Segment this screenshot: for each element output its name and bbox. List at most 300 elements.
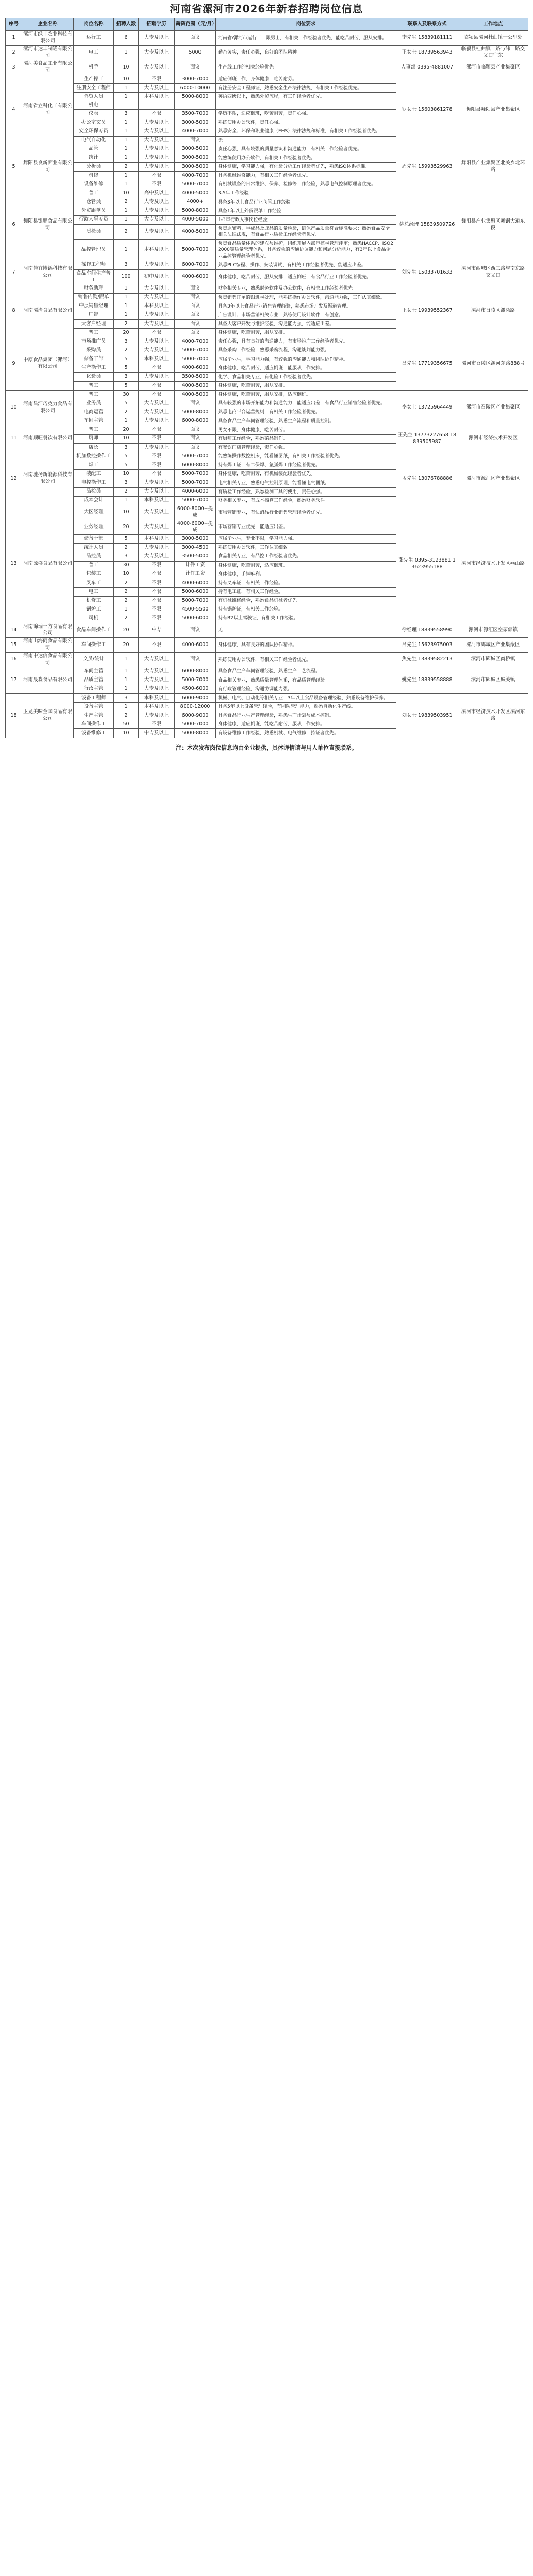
job-education: 大专及以上 — [139, 136, 175, 145]
job-salary: 6000-8000 — [175, 417, 216, 426]
job-requirements: 财务相关专业，熟悉财务软件及办公软件，有相关工作经验者优先。 — [216, 284, 396, 293]
job-salary: 5000-7000 — [175, 452, 216, 461]
job-title: 设备主管 — [74, 703, 114, 711]
job-salary: 3500-7000 — [175, 110, 216, 118]
job-salary: 4000-5000 — [175, 189, 216, 198]
job-salary: 5000 — [175, 45, 216, 60]
company-contact: 吕先生 15623975003 — [396, 638, 458, 653]
job-requirements — [216, 101, 396, 110]
company-contact: 刘女士 19839503951 — [396, 693, 458, 738]
job-requirements: 身体健康，吃苦耐劳，有机械装配经验者优先。 — [216, 470, 396, 479]
job-salary: 5000-7000 — [175, 479, 216, 487]
company-name: 河南顺旺餐饮有限公司 — [22, 426, 74, 452]
job-requirements: 持有电工证，有相关工作经验。 — [216, 588, 396, 597]
job-education: 大专及以上 — [139, 552, 175, 561]
job-requirements: 具备大客户开发与维护经验，沟通能力强，能适应出差。 — [216, 319, 396, 328]
job-requirements: 身体健康，吃苦耐劳，服从安排。 — [216, 329, 396, 337]
job-salary: 5000-7000 — [175, 240, 216, 261]
job-title: 普工 — [74, 561, 114, 570]
job-title: 电商运营 — [74, 408, 114, 417]
job-table-body — [6, 31, 528, 738]
job-education: 大专及以上 — [139, 520, 175, 535]
company-location: 漯河市郾城区城关镇 — [458, 667, 528, 693]
job-count: 2 — [114, 319, 139, 328]
company-name: 河南佳宜博锦科技有限公司 — [22, 261, 74, 284]
company-location: 漯河市召陵区产业集聚区 — [458, 391, 528, 426]
company-number: 4 — [6, 75, 22, 145]
job-requirements: 具备3年以上食品行业仓管工作经验 — [216, 198, 396, 207]
job-title: 质检员 — [74, 224, 114, 239]
job-requirements: 学历不限，适应倒班，吃苦耐劳，责任心强。 — [216, 110, 396, 118]
job-salary: 5000-7000 — [175, 346, 216, 355]
job-count: 3 — [114, 443, 139, 452]
job-title: 品控管理员 — [74, 240, 114, 261]
company-contact: 张先生 0395-3123881 13623955188 — [396, 505, 458, 623]
job-count: 100 — [114, 269, 139, 284]
job-requirements: 具有较强的市场开拓能力和沟通能力，能适应出差，有食品行业销售经验者优先。 — [216, 399, 396, 408]
job-requirements: 应届毕业生，学习能力强，有较强的沟通能力和团队协作精神。 — [216, 355, 396, 364]
company-name: 河南昌江巧克力食品有限公司 — [22, 391, 74, 426]
job-count: 10 — [114, 60, 139, 75]
job-education: 不限 — [139, 391, 175, 399]
job-education: 不限 — [139, 570, 175, 579]
job-count: 1 — [114, 676, 139, 685]
job-count: 1 — [114, 172, 139, 180]
job-salary: 面议 — [175, 302, 216, 311]
job-title: 行政主管 — [74, 685, 114, 693]
job-salary: 4000-7000 — [175, 172, 216, 180]
job-education: 大专及以上 — [139, 505, 175, 520]
job-count: 1 — [114, 240, 139, 261]
company-name: 漯河美食品工业有限公司 — [22, 60, 74, 75]
job-count: 3 — [114, 479, 139, 487]
job-title: 品质主管 — [74, 676, 114, 685]
job-education: 大专及以上 — [139, 667, 175, 676]
job-requirements: 身体健康，吃苦耐劳，适应倒班，能服从工作安排。 — [216, 364, 396, 372]
job-education: 不限 — [139, 381, 175, 390]
job-title: 操作工程师 — [74, 261, 114, 269]
job-salary: 6000-8000+提成 — [175, 505, 216, 520]
job-title: 运行工 — [74, 31, 114, 46]
header-cell: 联系人及联系方式 — [396, 18, 458, 31]
job-requirements: 具备食品行业生产管理经验，熟悉生产计划与成本控制。 — [216, 711, 396, 720]
job-title: 电工 — [74, 45, 114, 60]
job-salary: 4500-6000 — [175, 685, 216, 693]
job-requirements: 有厨师工作经验，熟悉菜品制作。 — [216, 434, 396, 443]
company-location: 漯河市郾城区商桥镇 — [458, 652, 528, 667]
company-contact: 徐经理 18839558990 — [396, 623, 458, 638]
job-salary: 面议 — [175, 329, 216, 337]
job-title: 仓管员 — [74, 198, 114, 207]
job-education: 本科及以上 — [139, 240, 175, 261]
job-salary: 面议 — [175, 399, 216, 408]
job-title: 设备维修 — [74, 180, 114, 189]
job-title: 电工 — [74, 588, 114, 597]
job-education: 大专及以上 — [139, 284, 175, 293]
company-number: 14 — [6, 623, 22, 638]
job-requirements: 持有B2以上驾驶证，有相关工作经验。 — [216, 614, 396, 623]
job-title: 大客户经理 — [74, 319, 114, 328]
job-salary: 4000-5000 — [175, 224, 216, 239]
job-salary: 面议 — [175, 319, 216, 328]
job-education: 本科及以上 — [139, 93, 175, 101]
job-count: 1 — [114, 145, 139, 154]
job-title: 生产主管 — [74, 711, 114, 720]
company-location: 漯河市临颍县产业集聚区 — [458, 60, 528, 75]
company-location: 漯河市源汇区产业集聚区 — [458, 452, 528, 505]
job-education: 大专及以上 — [139, 145, 175, 154]
job-salary: 5000-8000 — [175, 207, 216, 215]
job-title: 安全环保专员 — [74, 127, 114, 136]
job-count: 2 — [114, 544, 139, 552]
company-contact: 王女士 18739563943 — [396, 45, 458, 60]
job-requirements: 能熟练使用办公软件，有相关工作经验者优先。 — [216, 154, 396, 162]
job-count: 20 — [114, 623, 139, 638]
job-salary: 4000-6000 — [175, 579, 216, 587]
job-salary: 面议 — [175, 652, 216, 667]
job-education: 大专及以上 — [139, 479, 175, 487]
job-count: 2 — [114, 224, 139, 239]
job-title: 仪表 — [74, 110, 114, 118]
job-salary: 3000-4500 — [175, 544, 216, 552]
job-salary: 4500-5500 — [175, 605, 216, 614]
job-requirements: 熟练使用办公软件，工作认真细致。 — [216, 544, 396, 552]
job-requirements: 1-3年行政人事岗位经验 — [216, 215, 396, 224]
job-title: 储备干部 — [74, 355, 114, 364]
job-requirements: 身体健康，吃苦耐劳，服从安排。 — [216, 381, 396, 390]
company-location: 舞阳县舞阳县产业集聚区 — [458, 75, 528, 145]
job-title: 电气自动化 — [74, 136, 114, 145]
job-requirements: 熟练使用办公软件，责任心强。 — [216, 118, 396, 127]
company-contact: 孟先生 13076788886 — [396, 452, 458, 505]
job-education: 不限 — [139, 172, 175, 180]
company-number: 10 — [6, 391, 22, 426]
job-salary: 3000-5000 — [175, 162, 216, 171]
job-education: 大专及以上 — [139, 346, 175, 355]
job-requirements: 身体健康，吃苦耐劳，适应倒班。 — [216, 561, 396, 570]
table-row — [6, 60, 528, 75]
header-cell: 岗位名称 — [74, 18, 114, 31]
job-title: 生产操工 — [74, 75, 114, 83]
job-education: 大专及以上 — [139, 84, 175, 93]
job-count: 30 — [114, 561, 139, 570]
job-requirements: 机械、电气、自动化等相关专业，3年以上食品设备管理经验，熟悉设备维护保养。 — [216, 693, 396, 702]
job-title: 焊工 — [74, 461, 114, 470]
job-education: 不限 — [139, 426, 175, 434]
table-row — [6, 337, 528, 346]
job-education: 不限 — [139, 452, 175, 461]
company-number: 9 — [6, 337, 22, 391]
job-requirements: 身体健康，手脚麻利。 — [216, 570, 396, 579]
job-count: 1 — [114, 45, 139, 60]
job-education: 中专及以上 — [139, 729, 175, 738]
job-requirements: 有设备维修工作经验，熟悉机械、电气维修，持证者优先。 — [216, 729, 396, 738]
job-count: 3 — [114, 337, 139, 346]
job-salary: 面议 — [175, 311, 216, 319]
job-title: 外贸人员 — [74, 93, 114, 101]
company-location: 漯河市经济技术开发区漯河东路 — [458, 693, 528, 738]
job-education: 大专及以上 — [139, 118, 175, 127]
job-title: 分析员 — [74, 162, 114, 171]
company-name: 漯河市绿丰农业科技有限公司 — [22, 31, 74, 46]
company-number: 5 — [6, 145, 22, 189]
job-requirements: 熟悉PLC编程、操作、安装调试，有相关工作经验者优先，能适应出差。 — [216, 261, 396, 269]
job-count: 1 — [114, 685, 139, 693]
job-count: 2 — [114, 614, 139, 623]
job-count: 2 — [114, 346, 139, 355]
job-title: 生产操作工 — [74, 364, 114, 372]
job-requirements: 身体健康，吃苦耐劳，服从安排，适应倒班，有食品行业工作经验者优先。 — [216, 269, 396, 284]
job-salary: 4000-7000 — [175, 127, 216, 136]
job-count: 1 — [114, 180, 139, 189]
company-name: 河南山海雨食品有限公司 — [22, 638, 74, 653]
job-count: 10 — [114, 470, 139, 479]
job-count: 1 — [114, 284, 139, 293]
job-education: 本科及以上 — [139, 496, 175, 505]
job-education: 大专及以上 — [139, 215, 175, 224]
job-requirements: 具备3年以上食品行业销售管理经验，熟悉市场开发及渠道管理。 — [216, 302, 396, 311]
job-requirements: 河南省/漯河市运行工，限男士，有相关工作经验者优先，能吃苦耐劳，服从安排。 — [216, 31, 396, 46]
job-requirements: 市场营销专业优先，能适应出差。 — [216, 520, 396, 535]
job-education: 大专及以上 — [139, 685, 175, 693]
job-count: 1 — [114, 302, 139, 311]
job-requirements: 勤奋务实，责任心强，良好的团队精神 — [216, 45, 396, 60]
job-count: 1 — [114, 652, 139, 667]
job-education: 大专及以上 — [139, 487, 175, 496]
company-number: 17 — [6, 667, 22, 693]
company-contact: 刘先生 15033701633 — [396, 261, 458, 284]
header-cell: 招聘学历 — [139, 18, 175, 31]
job-title: 叉车工 — [74, 579, 114, 587]
job-salary: 4000-6000+提成 — [175, 520, 216, 535]
job-count: 1 — [114, 93, 139, 101]
job-salary — [175, 101, 216, 110]
job-salary: 5000-7000 — [175, 676, 216, 685]
company-name: 卫龙美味全国食品有限公司 — [22, 693, 74, 738]
job-requirements: 身体健康，具有良好的团队协作精神。 — [216, 638, 396, 653]
job-count: 1 — [114, 667, 139, 676]
job-count: 2 — [114, 711, 139, 720]
company-number: 16 — [6, 652, 22, 667]
job-title: 普工 — [74, 189, 114, 198]
job-education: 不限 — [139, 614, 175, 623]
job-count: 3 — [114, 261, 139, 269]
job-education: 大专及以上 — [139, 293, 175, 302]
job-education: 大专及以上 — [139, 711, 175, 720]
job-education: 大专及以上 — [139, 127, 175, 136]
job-requirements: 有餐饮门店管理经验，责任心强。 — [216, 443, 396, 452]
company-name: 河南省立科化工有限公司 — [22, 75, 74, 145]
job-salary: 5000-7000 — [175, 597, 216, 605]
job-salary: 4000-6000 — [175, 638, 216, 653]
job-requirements: 具备机械维修能力，有相关工作经验者优先。 — [216, 172, 396, 180]
job-title: 品检员 — [74, 487, 114, 496]
job-salary: 4000-6000 — [175, 269, 216, 284]
company-number: 6 — [6, 189, 22, 261]
job-salary: 面议 — [175, 31, 216, 46]
company-name: 河南锦瑞一方食品有限公司 — [22, 623, 74, 638]
job-count: 2 — [114, 487, 139, 496]
job-title: 成本会计 — [74, 496, 114, 505]
job-title: 厨师 — [74, 434, 114, 443]
job-education: 不限 — [139, 720, 175, 729]
job-requirements: 熟练使用办公软件，有相关工作经验者优先。 — [216, 652, 396, 667]
job-salary: 4000-6000 — [175, 487, 216, 496]
job-title: 设备工程师 — [74, 693, 114, 702]
job-salary: 6000-10000 — [175, 84, 216, 93]
job-count: 20 — [114, 520, 139, 535]
job-education: 不限 — [139, 597, 175, 605]
job-title: 食品车间操作工 — [74, 623, 114, 638]
company-number: 13 — [6, 505, 22, 623]
job-title: 车间主管 — [74, 667, 114, 676]
job-requirements: 持有叉车证，有相关工作经验。 — [216, 579, 396, 587]
job-salary: 3000-7000 — [175, 75, 216, 83]
job-salary: 5000-7000 — [175, 720, 216, 729]
company-name: 河南驰扬新能源科技有限公司 — [22, 452, 74, 505]
job-education: 大专及以上 — [139, 198, 175, 207]
job-requirements: 责任心强，具有良好的沟通能力，有市场推广工作经验者优先。 — [216, 337, 396, 346]
job-salary: 面议 — [175, 293, 216, 302]
job-education: 大专及以上 — [139, 154, 175, 162]
job-requirements: 男女不限，身体健康，吃苦耐劳。 — [216, 426, 396, 434]
job-education: 不限 — [139, 579, 175, 587]
job-education — [139, 101, 175, 110]
job-title: 统计 — [74, 154, 114, 162]
company-location: 漯河市源汇区空冢郭镇 — [458, 623, 528, 638]
job-title: 车间操作工 — [74, 638, 114, 653]
company-location: 漯河市经济技术开发区燕山路 — [458, 505, 528, 623]
job-count: 5 — [114, 461, 139, 470]
job-title: 品控员 — [74, 552, 114, 561]
job-title: 机电 — [74, 101, 114, 110]
job-title: 机手 — [74, 60, 114, 75]
company-contact: 王先生 13773227658 18839505987 — [396, 426, 458, 452]
job-education: 大专及以上 — [139, 207, 175, 215]
job-salary: 5000-6000 — [175, 588, 216, 597]
company-location: 漯河市召陵区漯河东路888号 — [458, 337, 528, 391]
job-title: 办公室文员 — [74, 118, 114, 127]
company-location: 临颍县漯河杜曲镇一公里处 — [458, 31, 528, 46]
job-education: 大专及以上 — [139, 162, 175, 171]
footnote: 注：本次发布岗位信息均由企业提供，具体详情请与用人单位直接联系。 — [176, 744, 357, 751]
job-salary: 面议 — [175, 443, 216, 452]
job-salary: 5000-7000 — [175, 355, 216, 364]
job-count: 5 — [114, 452, 139, 461]
job-title: 行政人事专员 — [74, 215, 114, 224]
job-education: 本科及以上 — [139, 302, 175, 311]
table-row — [6, 452, 528, 461]
job-count: 1 — [114, 84, 139, 93]
table-row — [6, 652, 528, 667]
job-requirements: 有机械设备的日常维护、保养、检修等工作经验，熟悉电气控制原理者优先。 — [216, 180, 396, 189]
job-education: 不限 — [139, 110, 175, 118]
job-title: 大区经理 — [74, 505, 114, 520]
job-count: 10 — [114, 434, 139, 443]
job-count: 2 — [114, 162, 139, 171]
job-salary: 面议 — [175, 136, 216, 145]
company-name: 舞阳县银鹏食品有限公司 — [22, 189, 74, 261]
job-education: 不限 — [139, 329, 175, 337]
job-title: 机修工 — [74, 597, 114, 605]
job-requirements: 无 — [216, 136, 396, 145]
job-requirements: 能熟练操作数控机床，能看懂图纸，有相关工作经验者优先。 — [216, 452, 396, 461]
company-name: 河南源盛食品有限公司 — [22, 505, 74, 623]
job-salary: 6000-7000 — [175, 261, 216, 269]
job-salary: 4000-5000 — [175, 381, 216, 390]
job-count: 3 — [114, 693, 139, 702]
job-title: 司机 — [74, 614, 114, 623]
company-location: 漯河市召陵区漯湾路 — [458, 284, 528, 337]
company-contact: 吕先生 17719356675 — [396, 337, 458, 391]
company-contact: 姚先生 18839558888 — [396, 667, 458, 693]
job-salary: 6000-8000 — [175, 461, 216, 470]
job-count: 1 — [114, 417, 139, 426]
job-title: 外贸跟单员 — [74, 207, 114, 215]
job-education: 不限 — [139, 561, 175, 570]
header-cell: 企业名称 — [22, 18, 74, 31]
job-salary: 3000-5000 — [175, 154, 216, 162]
job-education: 大专及以上 — [139, 372, 175, 381]
job-title: 设备维修工 — [74, 729, 114, 738]
job-salary: 3000-5000 — [175, 118, 216, 127]
job-requirements: 食品相关专业，熟悉质量管理体系，有品质管理经验。 — [216, 676, 396, 685]
job-education: 大专及以上 — [139, 408, 175, 417]
job-count: 5 — [114, 364, 139, 372]
job-title: 统计人员 — [74, 544, 114, 552]
job-requirements: 无 — [216, 623, 396, 638]
job-count: 1 — [114, 215, 139, 224]
job-count: 5 — [114, 355, 139, 364]
table-row — [6, 638, 528, 653]
table-row — [6, 623, 528, 638]
job-count: 6 — [114, 31, 139, 46]
table-header-row — [6, 18, 528, 31]
job-salary: 计件工资 — [175, 561, 216, 570]
job-salary: 4000-7000 — [175, 337, 216, 346]
job-education: 大专及以上 — [139, 311, 175, 319]
job-count: 50 — [114, 720, 139, 729]
job-title: 广告 — [74, 311, 114, 319]
job-title: 普工 — [74, 381, 114, 390]
company-contact: 人事部 0395-4881007 — [396, 60, 458, 75]
job-count: 3 — [114, 372, 139, 381]
job-salary: 面议 — [175, 623, 216, 638]
table-row — [6, 426, 528, 434]
job-title: 锅炉工 — [74, 605, 114, 614]
job-requirements: 熟悉电商平台运营规则，有相关工作经验者优先。 — [216, 408, 396, 417]
company-number: 2 — [6, 45, 22, 60]
job-requirements: 持有锅炉证，有相关工作经验。 — [216, 605, 396, 614]
job-count: 2 — [114, 588, 139, 597]
job-salary: 3500-5000 — [175, 372, 216, 381]
company-name: 舞阳县良新面业有限公司 — [22, 145, 74, 189]
job-requirements: 有行政管理经验，沟通协调能力强。 — [216, 685, 396, 693]
job-salary: 3000-5000 — [175, 145, 216, 154]
job-requirements: 有质检工作经验，熟悉检测工具的使用，责任心强。 — [216, 487, 396, 496]
job-requirements: 身体健康，适应倒班，能吃苦耐劳，服从工作安排。 — [216, 720, 396, 729]
job-count: 1 — [114, 496, 139, 505]
job-requirements: 电气相关专业，熟悉电气控制原理，能看懂电气图纸。 — [216, 479, 396, 487]
job-education: 本科及以上 — [139, 355, 175, 364]
header-cell: 岗位要求 — [216, 18, 396, 31]
company-contact: 罗女士 15603861278 — [396, 75, 458, 145]
job-title: 销售内勤/跟单 — [74, 293, 114, 302]
company-location: 漯河市郾城区产业集聚区 — [458, 638, 528, 653]
job-salary: 5000-7000 — [175, 180, 216, 189]
job-education: 中专 — [139, 623, 175, 638]
job-education: 大专及以上 — [139, 224, 175, 239]
